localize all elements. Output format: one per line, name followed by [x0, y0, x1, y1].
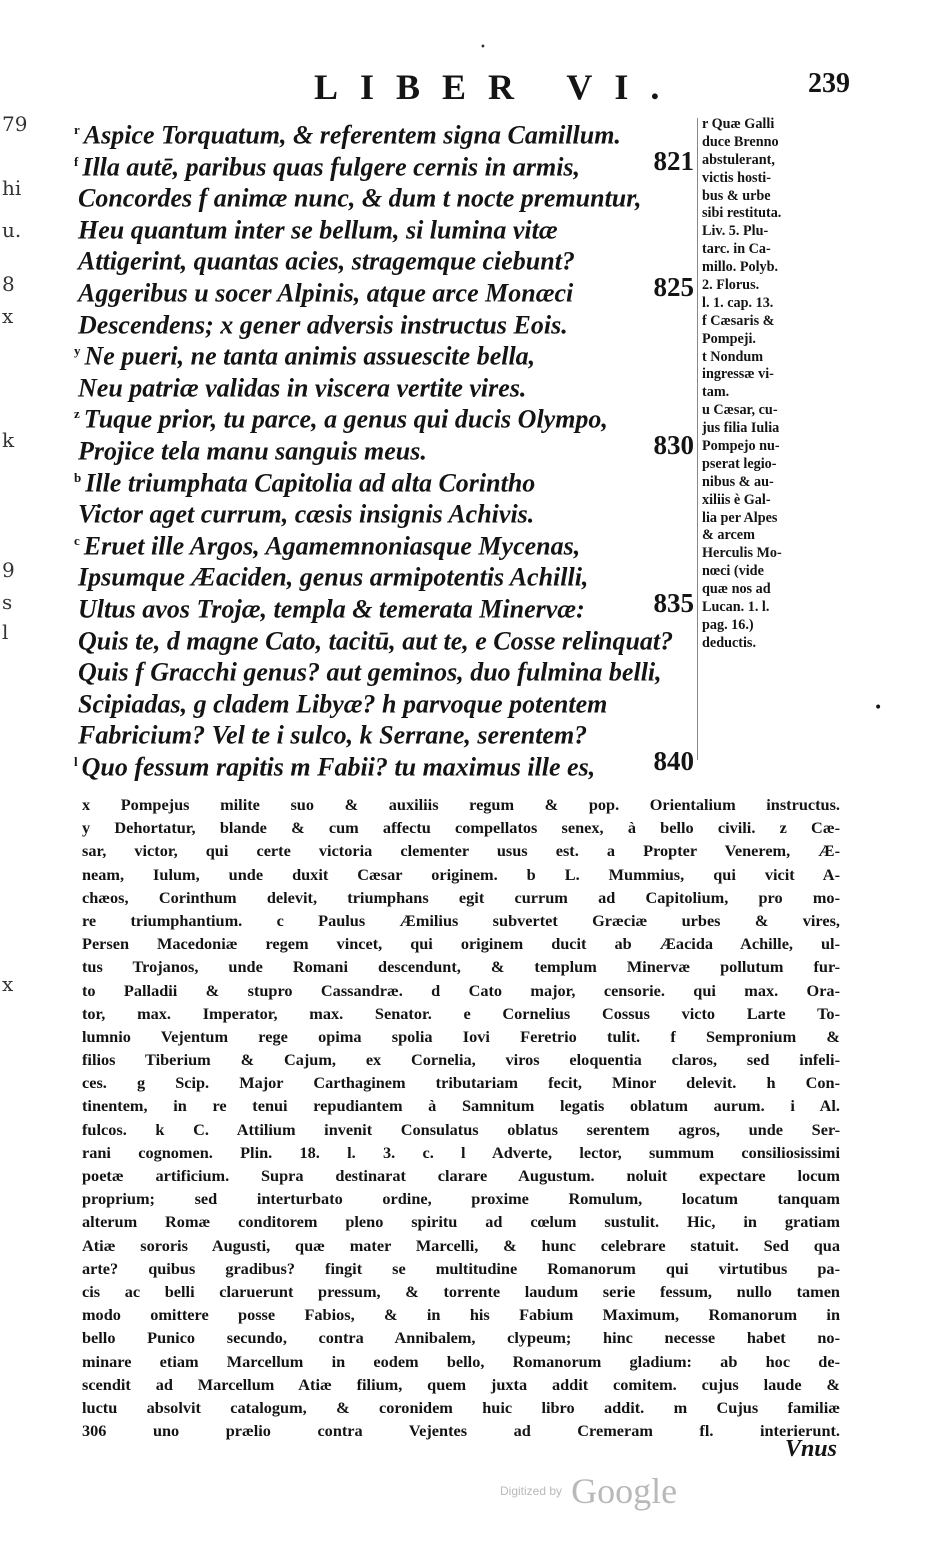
marginal-note-line: f Cæsaris & — [702, 312, 775, 329]
marginal-note-line: pserat legio- — [702, 455, 777, 472]
commentary-line: poetæ artificium. Supra destinarat clarare Augustum. noluit expectare locum — [82, 1166, 840, 1185]
marginal-note-line: quæ nos ad — [702, 581, 771, 598]
left-margin-mark: hi — [2, 176, 22, 200]
verse-text: Quis f Gracchi genus? aut geminos, duo fulmina belli, — [78, 657, 662, 687]
commentary-line: ces. g Scip. Major Carthaginem tributariam fecit, Minor delevit. h Con- — [82, 1073, 840, 1093]
marginal-note-line: deductis. — [702, 634, 756, 651]
verse-line — [74, 177, 694, 213]
verse-text: Aggeribus u socer Alpinis, atque arce Monæci — [78, 278, 574, 308]
digitized-watermark — [500, 1470, 677, 1512]
commentary-line: minare etiam Marcellum in eodem bello, Romanorum gladium: ab hoc de- — [82, 1351, 840, 1371]
commentary-line: fulcos. k C. Attilium invenit Consulatus oblatus serentem agros, unde Ser- — [82, 1119, 840, 1139]
commentary-line: Persen Macedoniæ regem vincet, qui originem ducit ab Æacida Achille, ul- — [82, 934, 840, 954]
verse-text: Fabricium? Vel te i sulco, k Serrane, serentem? — [78, 720, 588, 750]
footnote-marker: b — [74, 469, 82, 485]
marginal-notes — [702, 116, 842, 653]
commentary-line: x Pompejus milite suo & auxiliis regum & pop. Orientalium instructus. — [82, 795, 840, 814]
page-number: 239 — [808, 68, 850, 99]
marginal-note-line: ingressæ vi- — [702, 366, 774, 383]
commentary-line: Atiæ sororis Augusti, quæ mater Marcelli, & hunc celebrare statuit. Sed qua — [82, 1235, 840, 1255]
marginal-note-line: jus filia Iulia — [702, 420, 780, 437]
marginal-note-line: Pompejo nu- — [702, 438, 780, 455]
commentary-line: rani cognomen. Plin. 18. l. 3. c. l Adverte, lector, summum consiliosissimi — [82, 1142, 840, 1162]
line-number: 840 — [653, 745, 694, 776]
marginal-note-line: tarc. in Ca- — [702, 241, 771, 258]
marginal-note-line: victis hosti- — [702, 169, 771, 186]
verse-text: Neu patriæ validas in viscera vertite vires. — [78, 373, 527, 403]
verse-text: Ille triumphata Capitolia ad alta Corintho — [85, 468, 536, 498]
ink-dot: • — [874, 700, 883, 716]
column-rule — [697, 118, 698, 760]
commentary-line: luctu absolvit catalogum, & coronidem huic libro addit. m Cujus familiæ — [82, 1397, 840, 1417]
commentary-line: re triumphantium. c Paulus Æmilius subvertet Græciæ urbes & vires, — [82, 910, 840, 930]
page-header — [300, 66, 940, 106]
verse-line — [74, 335, 694, 371]
verse-line — [74, 240, 694, 277]
verse-text: Victor aget currum, cæsis insignis Achivis. — [78, 499, 535, 529]
commentary-line: proprium; sed interturbato ordine, proxime Romulum, locatum tanquam — [82, 1189, 840, 1209]
footnote-marker: y — [74, 343, 81, 359]
commentary-line: tinentem, in re tenui repudiantem à Samnitum legatis oblatum aurum. i Al. — [82, 1096, 840, 1116]
verse-text: Descendens; x gener adversis instructus Eois. — [78, 310, 568, 340]
marginal-note-line: duce Brenno — [702, 133, 779, 150]
left-margin-mark: 9 — [2, 558, 15, 582]
verse-line — [74, 556, 694, 592]
verse-line — [74, 493, 694, 529]
verse-line — [74, 145, 694, 182]
marginal-note-line: pag. 16.) — [702, 616, 754, 633]
commentary-notes — [82, 793, 840, 1442]
commentary-line: cis ac belli claruerunt pressum, & torrente laudum serie fessum, nullo tamen — [82, 1281, 840, 1301]
marginal-note-line: t Nondum — [702, 348, 764, 365]
footnote-marker: c — [74, 532, 80, 548]
verse-text: Illa autē, paribus quas fulgere cernis in armis, — [82, 152, 581, 182]
marginal-note-line: Lucan. 1. l. — [702, 599, 770, 616]
verse-line — [74, 114, 694, 150]
footnote-marker: z — [74, 406, 80, 422]
commentary-line: filios Tiberium & Cajum, ex Cornelia, viros eloquentia claros, sed infeli- — [82, 1050, 840, 1070]
verse-line — [74, 398, 694, 434]
marginal-note-line: & arcem — [702, 527, 755, 544]
verse-block — [74, 114, 694, 782]
verse-text: Quo fessum rapitis m Fabii? tu maximus ille es, — [81, 752, 596, 782]
line-number: 830 — [653, 429, 694, 460]
left-margin-mark: s — [2, 590, 13, 614]
footnote-marker: l — [74, 753, 78, 769]
marginal-note-line: u Cæsar, cu- — [702, 402, 778, 419]
commentary-line: sar, victor, qui certe victoria clementer usus est. a Propter Venerem, Æ- — [82, 841, 840, 861]
verse-text: Tuque prior, tu parce, a genus qui ducis Olympo, — [83, 405, 608, 434]
watermark-prefix: Digitized by — [500, 1484, 563, 1498]
verse-line — [74, 367, 694, 403]
marginal-note-line: tam. — [702, 384, 730, 401]
marginal-note-line: sibi restituta. — [702, 205, 782, 222]
commentary-line: scendit ad Marcellum Atiæ filium, quem juxta addit comitem. cujus laude & — [82, 1374, 840, 1394]
google-logo: Google — [571, 1471, 678, 1511]
verse-text: Ultus avos Trojæ, templa & temerata Minervæ: — [78, 594, 585, 624]
commentary-line: neam, Iulum, unde duxit Cæsar originem. b L. Mummius, qui vicit A- — [82, 864, 840, 884]
commentary-line: modo omittere posse Fabios, & in his Fabium Maximum, Romanorum in — [82, 1305, 840, 1325]
verse-text: Eruet ille Argos, Agamemnoniasque Mycenas, — [83, 531, 581, 561]
left-margin-mark: 79 — [2, 112, 28, 136]
left-margin-mark: k — [2, 428, 15, 452]
commentary-line: tus Trojanos, unde Romani descendunt, & templum Minervæ pollutum fur- — [82, 957, 840, 977]
marginal-note-line: xiliis è Gal- — [702, 491, 771, 508]
marginal-note-line: r Quæ Galli — [702, 116, 775, 132]
left-margin-mark: u. — [2, 218, 22, 242]
left-margin-mark: 8 — [2, 272, 15, 296]
verse-line — [74, 651, 694, 687]
marginal-note-line: millo. Polyb. — [702, 259, 779, 276]
marginal-note-line: nibus & au- — [702, 473, 774, 490]
commentary-line: y Dehortatur, blande & cum affectu compellatos senex, à bello civili. z Cæ- — [82, 818, 840, 838]
marginal-note-line: Liv. 5. Plu- — [702, 223, 769, 240]
marginal-note-line: nœci (vide — [702, 563, 764, 580]
verse-line — [74, 587, 694, 624]
verse-text: Scipiadas, g cladem Libyæ? h parvoque potentem — [78, 689, 608, 719]
left-margin-mark: x — [2, 972, 14, 996]
line-number: 825 — [653, 271, 694, 302]
verse-line — [74, 683, 694, 719]
verse-text: Ne pueri, ne tanta animis assuescite bella, — [84, 341, 536, 371]
marginal-note-line: abstulerant, — [702, 151, 775, 168]
commentary-line: 306 uno prælio contra Vejentes ad Cremeram fl. interierunt. — [82, 1421, 840, 1441]
marginal-note-line: Pompeji. — [702, 330, 756, 347]
marginal-note-line: l. 1. cap. 13. — [702, 294, 774, 311]
commentary-line: tor, max. Imperator, max. Senator. e Cornelius Cossus victo Larte To- — [82, 1003, 840, 1023]
verse-text: Concordes f animæ nunc, & dum t nocte premuntur, — [78, 183, 642, 213]
footnote-marker: r — [74, 122, 80, 137]
verse-text: Projice tela manu sanguis meus. — [78, 436, 427, 466]
verse-text: Ipsumque Æaciden, genus armipotentis Achilli, — [78, 562, 589, 592]
marginal-note-line: Herculis Mo- — [702, 545, 782, 562]
left-margin-mark: x — [2, 304, 14, 328]
commentary-line: alterum Romæ conditorem pleno spiritu ad cœlum sustulit. Hic, in gratiam — [82, 1212, 840, 1232]
line-number: 821 — [653, 145, 694, 176]
left-margin-mark: l — [2, 620, 9, 644]
line-number: 835 — [653, 587, 694, 618]
running-title: LIBER VI. — [314, 67, 682, 107]
commentary-line: bello Punico secundo, contra Annibalem, clypeum; hinc necesse habet no- — [82, 1328, 840, 1348]
commentary-line: chæos, Corinthum delevit, triumphans egit currum ad Capitolium, pro mo- — [82, 887, 840, 907]
verse-text: Quis te, d magne Cato, tacitū, aut te, e Cosse relinquat? — [78, 626, 674, 656]
ink-dot: • — [480, 42, 486, 53]
verse-text: Heu quantum inter se bellum, si lumina vitæ — [78, 215, 558, 245]
marginal-note-line: 2. Florus. — [702, 277, 760, 294]
verse-line — [74, 745, 694, 782]
commentary-line: to Palladii & stupro Cassandræ. d Cato major, censorie. qui max. Ora- — [82, 980, 840, 1000]
verse-text: Attigerint, quantas acies, stragemque ciebunt? — [78, 247, 575, 277]
verse-line — [74, 620, 694, 656]
verse-line — [74, 429, 694, 466]
footnote-marker: f — [74, 153, 79, 169]
verse-line — [74, 462, 694, 498]
commentary-line: lumnio Vejentum rege opima spolia Iovi Feretrio tulit. f Sempronium & — [82, 1026, 840, 1046]
marginal-note-line: lia per Alpes — [702, 509, 778, 526]
marginal-note-line: bus & urbe — [702, 187, 771, 204]
verse-line — [74, 525, 694, 561]
verse-line — [74, 304, 694, 340]
verse-line — [74, 714, 694, 750]
commentary-line: arte? quibus gradibus? fingit se multitudine Romanorum qui virtutibus pa- — [82, 1258, 840, 1278]
verse-text: Aspice Torquatum, & referentem signa Camillum. — [83, 120, 621, 150]
verse-line — [74, 209, 694, 245]
catchword: Vnus — [784, 1436, 837, 1462]
verse-line — [74, 271, 694, 308]
